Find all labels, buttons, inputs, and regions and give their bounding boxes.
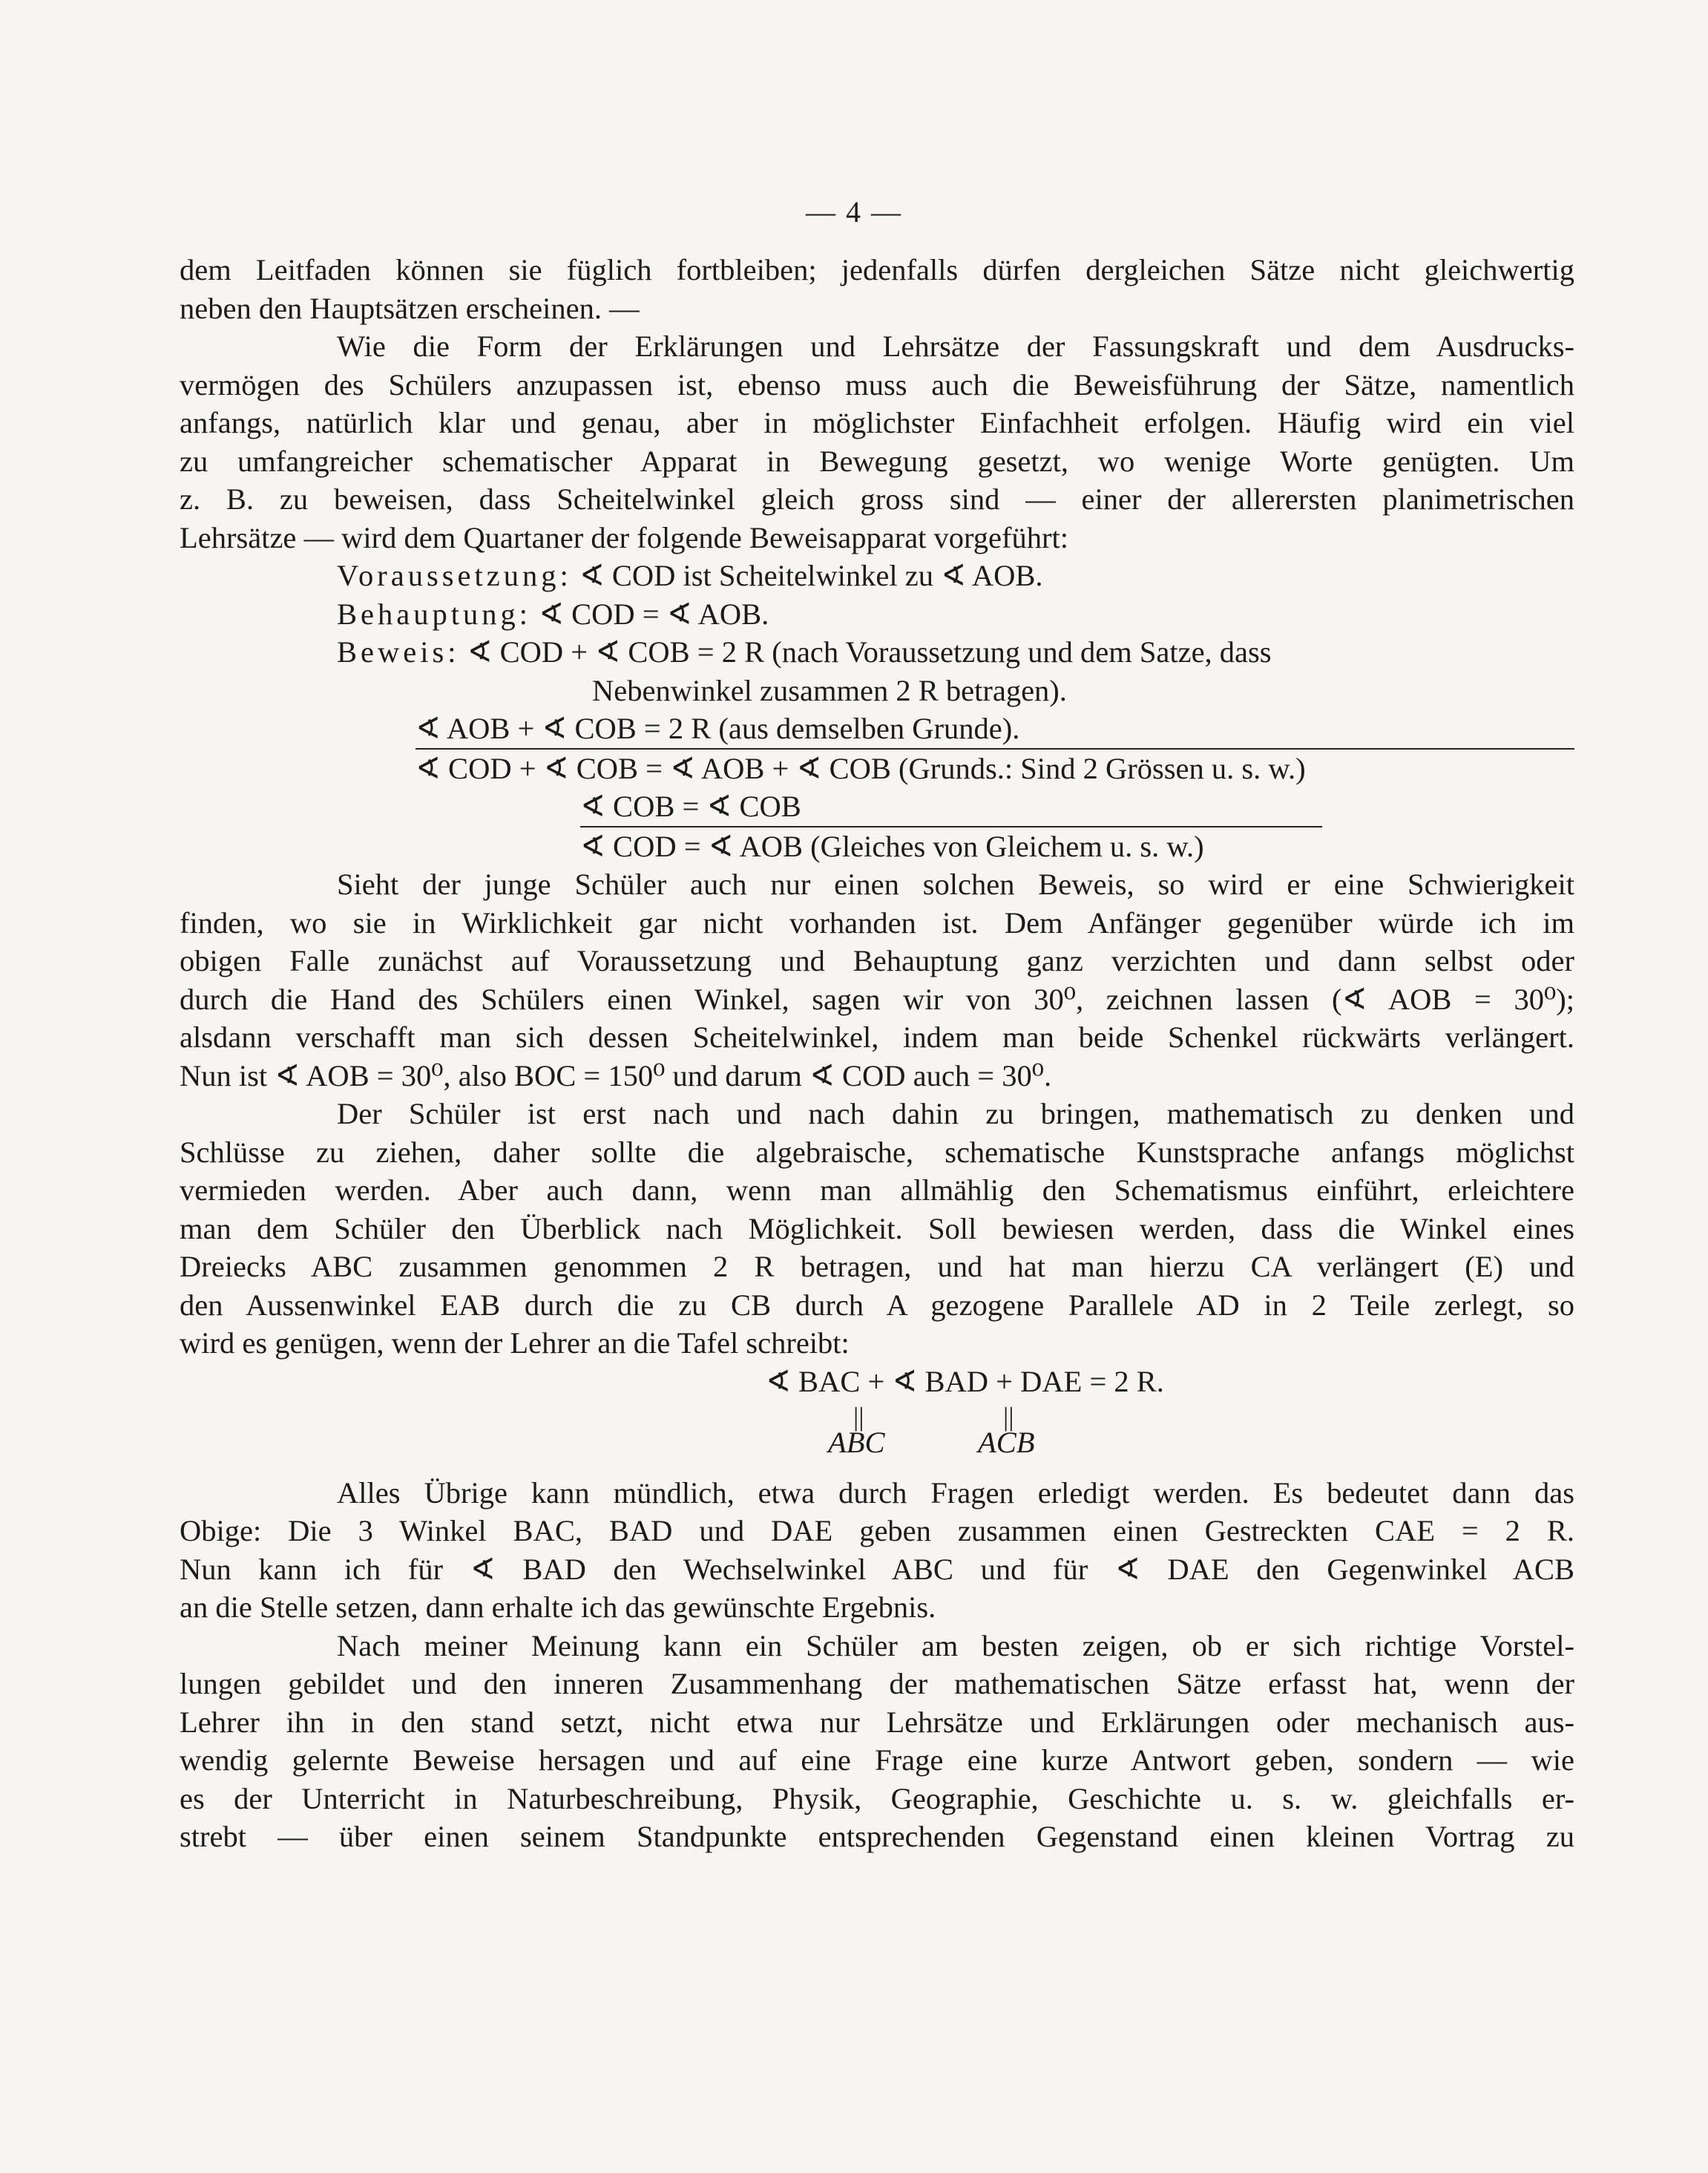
text-line: Obige: Die 3 Winkel BAC, BAD und DAE geben zusammen einen Gestreckten CAE = 2 R.	[180, 1514, 1574, 1547]
text-line: Lehrsätze — wird dem Quartaner der folgende Beweisapparat vorgeführt:	[180, 520, 1069, 554]
equals-mark: ||	[853, 1401, 864, 1432]
proof-claim	[180, 595, 1574, 634]
proof-line: ∢ AOB + ∢ COB = 2 R (aus demselben Grunde).	[415, 712, 1020, 745]
text-line: zu umfangreicher schematischer Apparat in Bewegung gesetzt, wo wenige Worte genügten. Um	[180, 444, 1574, 478]
substitution-label: ACB	[978, 1425, 1035, 1459]
premise-label: Voraussetzung:	[337, 559, 572, 592]
claim-text: ∢ COD = ∢ AOB.	[539, 597, 769, 631]
text-line: Der Schüler ist erst nach und nach dahin zu bringen, mathematisch zu denken und	[337, 1097, 1574, 1130]
equals-mark: ||	[1003, 1401, 1014, 1432]
text-line: neben den Hauptsätzen erscheinen. —	[180, 291, 640, 325]
text-line: lungen gebildet und den inneren Zusammenhang der mathematischen Sätze erfasst hat, wenn der	[180, 1667, 1574, 1700]
proof-line	[180, 633, 1574, 672]
text-line: Nach meiner Meinung kann ein Schüler am besten zeigen, ob er sich richtige Vorstel-	[337, 1628, 1574, 1662]
text-line: obigen Falle zunächst auf Voraussetzung und Behauptung ganz verzichten und dann selbst oder	[180, 944, 1574, 977]
text-line: wird es genügen, wenn der Lehrer an die Tafel schreibt:	[180, 1326, 850, 1360]
proof-line: ∢ COD = ∢ AOB (Gleiches von Gleichem u. s. w.)	[580, 829, 1204, 863]
premise-text: ∢ COD ist Scheitelwinkel zu ∢ AOB.	[579, 559, 1043, 592]
text-line: Alles Übrige kann mündlich, etwa durch Fragen erledigt werden. Es bedeutet dann das	[337, 1475, 1574, 1510]
text-line: strebt — über einen seinem Standpunkte entsprechenden Gegenstand einen kleinen Vortrag zu	[180, 1820, 1574, 1853]
body-text	[180, 251, 1574, 1856]
text-line: finden, wo sie in Wirklichkeit gar nicht vorhanden ist. Dem Anfänger gegenüber würde ich im	[180, 905, 1574, 940]
proof-line: ∢ COD + ∢ COB = ∢ AOB + ∢ COB (Grunds.: Sind 2 Grössen u. s. w.)	[415, 751, 1306, 785]
text-line: durch die Hand des Schülers einen Winkel, sagen wir von 30⁰, zeichnen lassen (∢ AOB = 30⁰);	[180, 982, 1574, 1016]
text-line: vermögen des Schülers anzupassen ist, ebenso muss auch die Beweisführung der Sätze, namentlich	[180, 367, 1574, 402]
page-number: — 4 —	[806, 195, 902, 229]
text-line: den Aussenwinkel EAB durch die zu CB durch A gezogene Parallele AD in 2 Teile zerlegt, so	[180, 1288, 1574, 1322]
substitution-label: ABC	[828, 1425, 885, 1459]
text-line: dem Leitfaden können sie füglich fortbleiben; jedenfalls dürfen dergleichen Sätze nicht gleichwertig	[180, 253, 1574, 286]
equation-main: ∢ BAC + ∢ BAD + DAE = 2 R.	[766, 1364, 1164, 1398]
claim-label: Behauptung:	[337, 597, 531, 631]
text-line: Lehrer ihn in den stand setzt, nicht etwa nur Lehrsätze und Erklärungen oder mechanisch aus-	[180, 1705, 1574, 1739]
text-line: wendig gelernte Beweise hersagen und auf eine Frage eine kurze Antwort geben, sondern — wie	[180, 1743, 1574, 1777]
text-line: anfangs, natürlich klar und genau, aber in möglichster Einfachheit erfolgen. Häufig wird ein viel	[180, 406, 1574, 439]
text-line: Sieht der junge Schüler auch nur einen solchen Beweis, so wird er eine Schwierigkeit	[337, 868, 1574, 901]
equation-block	[180, 1363, 1574, 1474]
text-line: z. B. zu beweisen, dass Scheitelwinkel gleich gross sind — einer der allerersten planimetrischen	[180, 482, 1574, 516]
text-line: Dreiecks ABC zusammen genommen 2 R betragen, und hat man hierzu CA verlängert (E) und	[180, 1250, 1574, 1283]
text-line: Wie die Form der Erklärungen und Lehrsätze der Fassungskraft und dem Ausdrucks-	[337, 330, 1574, 363]
text-line: an die Stelle setzen, dann erhalte ich das gewünschte Ergebnis.	[180, 1590, 936, 1624]
text-line: Nun ist ∢ AOB = 30⁰, also BOC = 150⁰ und darum ∢ COD auch = 30⁰.	[180, 1058, 1052, 1092]
proof-text: ∢ COD + ∢ COB = 2 R (nach Voraussetzung und dem Satze, dass	[467, 635, 1272, 669]
text-line: vermieden werden. Aber auch dann, wenn man allmählig den Schematismus einführt, erleichtere	[180, 1173, 1574, 1207]
proof-premise	[180, 557, 1574, 595]
proof-line: ∢ COB = ∢ COB	[580, 790, 801, 823]
text-line: man dem Schüler den Überblick nach Möglichkeit. Soll bewiesen werden, dass die Winkel eines	[180, 1211, 1574, 1245]
text-line: Schlüsse zu ziehen, daher sollte die algebraische, schematische Kunstsprache anfangs möglichst	[180, 1135, 1574, 1169]
text-line: es der Unterricht in Naturbeschreibung, Physik, Geographie, Geschichte u. s. w. gleichfalls er-	[180, 1781, 1574, 1815]
proof-label: Beweis:	[337, 635, 460, 669]
text-line: Nun kann ich für ∢ BAD den Wechselwinkel ABC und für ∢ DAE den Gegenwinkel ACB	[180, 1552, 1574, 1586]
text-line: alsdann verschafft man sich dessen Scheitelwinkel, indem man beide Schenkel rückwärts verlängert.	[180, 1020, 1574, 1054]
proof-line: Nebenwinkel zusammen 2 R betragen).	[592, 673, 1067, 707]
